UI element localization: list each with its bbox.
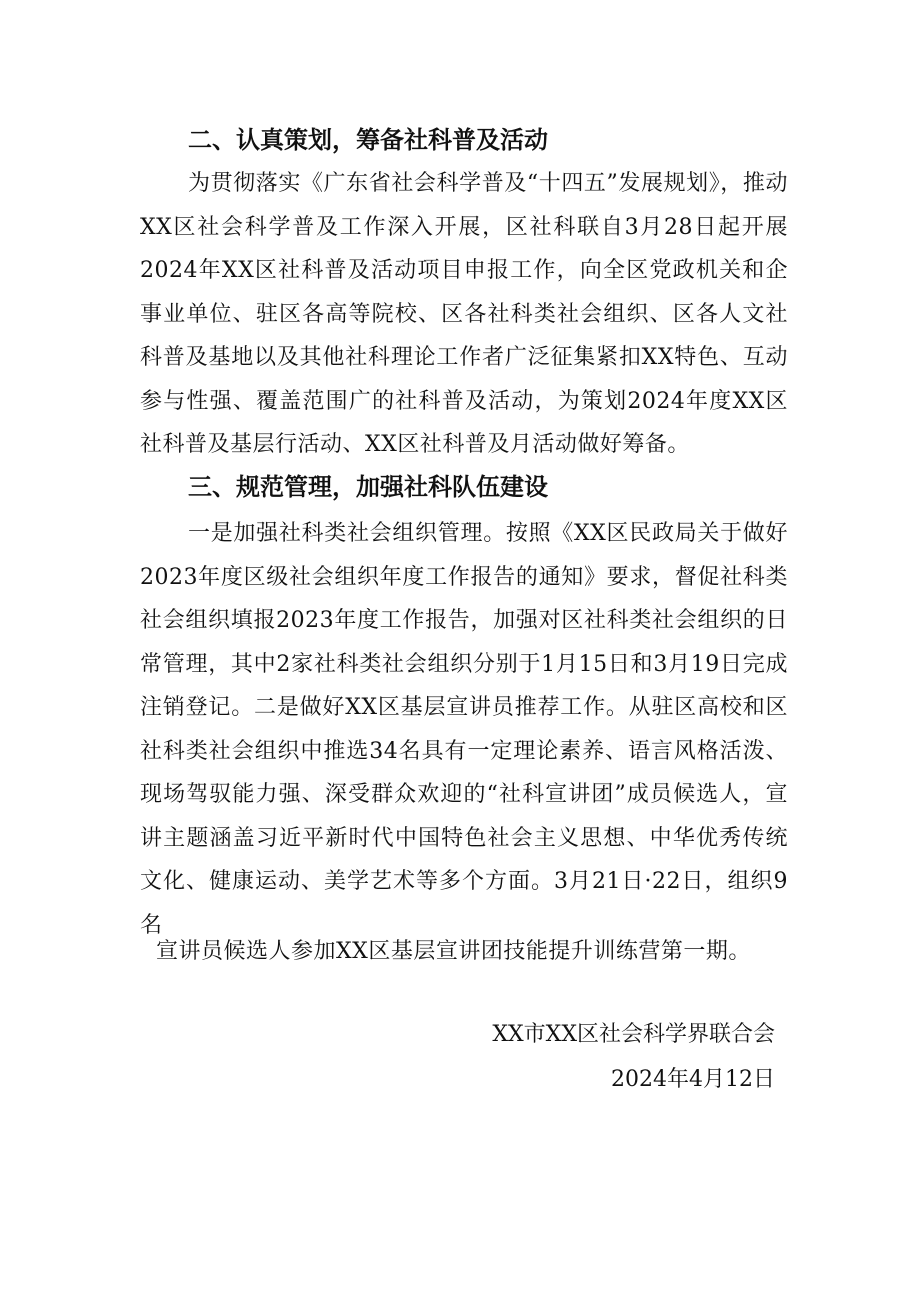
signature-organization: XX市XX区社会科学界联合会 (492, 1022, 775, 1047)
section-3-continuation: 宣讲员候选人参加XX区基层宣讲团技能提升训练营第一期。 (156, 939, 751, 964)
section-2-paragraph: 为贯彻落实《广东省社会科学普及“十四五”发展规划》，推动XX区社会科学普及工作深入开展，区社科联自3月28日起开展2024年XX区社科普及活动项目申报工作，向全区党政机关和企事业单位、驻区各高等院校、区各社科类社会组织、区各人文社科普及基地以及其他社科理论工作者广泛征集紧扣XX特色、互动参与性强、覆盖范围广的社科普及活动，为策划2024年度XX区社科普及基层行活动、XX区社科普及月活动做好筹备。 (140, 171, 788, 457)
signature-date: 2024年4月12日 (611, 1067, 775, 1092)
section-3-paragraph: 一是加强社科类社会组织管理。按照《XX区民政局关于做好2023年度区级社会组织年度工作报告的通知》要求，督促社科类社会组织填报2023年度工作报告，加强对区社科类社会组织的日常管理，其中2家社科类社会组织分别于1月15日和3月19日完成注销登记。二是做好XX区基层宣讲员推荐工作。从驻区高校和区社科类社会组织中推选34名具有一定理论素养、语言风格活泼、现场驾驭能力强、深受群众欢迎的“社科宣讲团”成员候选人，宣讲主题涵盖习近平新时代中国特色社会主义思想、中华优秀传统文化、健康运动、美学艺术等多个方面。3月21日·22日，组织9名 (140, 521, 788, 938)
section-3-heading: 三、规范管理，加强社科队伍建设 (188, 473, 548, 501)
section-2-heading: 二、认真策划，筹备社科普及活动 (188, 126, 548, 154)
